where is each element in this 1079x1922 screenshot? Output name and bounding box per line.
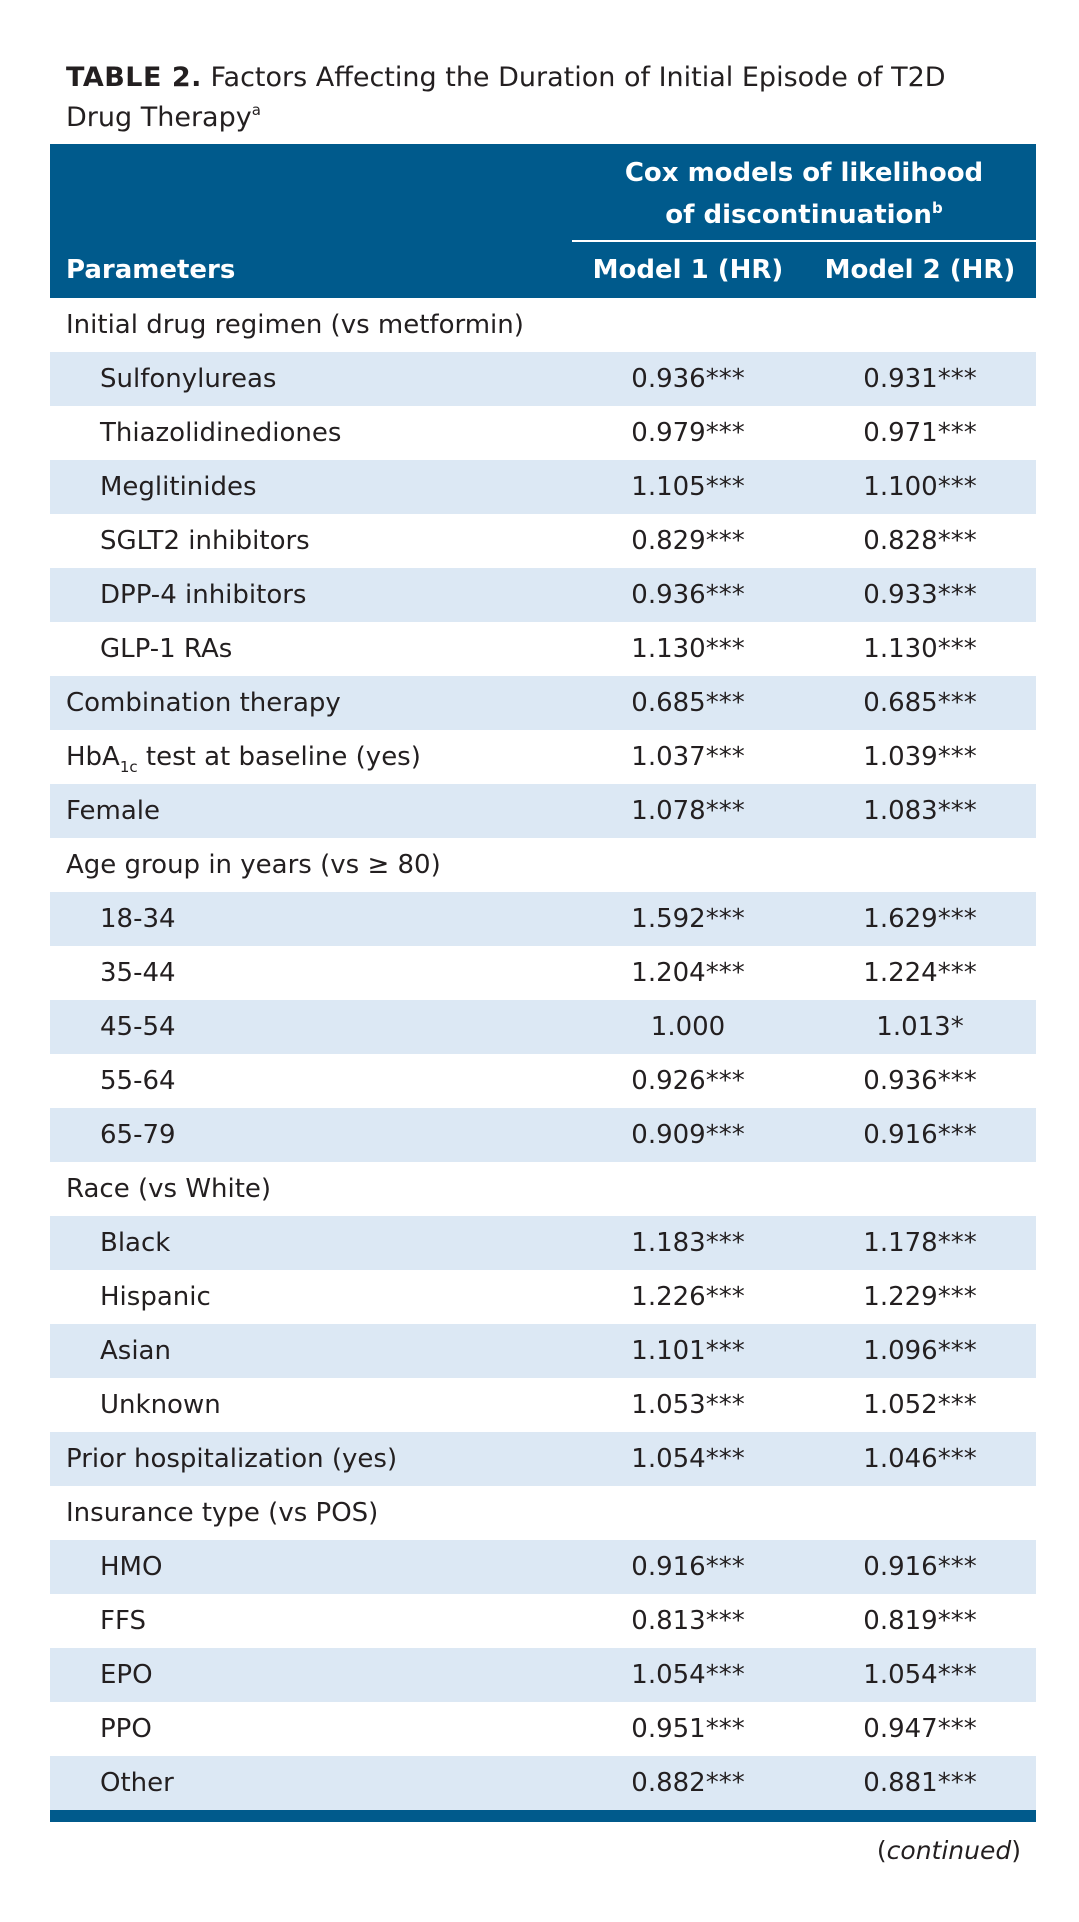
model1-value: 0.916*** (631, 1552, 745, 1582)
model2-value: 1.013* (876, 1012, 964, 1042)
parameter-cell: GLP-1 RAs (100, 634, 233, 664)
model2-value: 1.046*** (863, 1444, 977, 1474)
table-row (50, 1594, 1036, 1648)
model1-value: 1.183*** (631, 1228, 745, 1258)
continued-note (877, 1836, 1021, 1865)
model1-value: 0.685*** (631, 688, 745, 718)
model1-value: 0.936*** (631, 580, 745, 610)
model1-value: 1.130*** (631, 634, 745, 664)
table-row (50, 838, 1036, 892)
table-bottom-rule (50, 1810, 1036, 1822)
parameter-cell: 18-34 (100, 904, 176, 934)
parameter-cell: Other (100, 1768, 174, 1798)
model1-value: 1.226*** (631, 1282, 745, 1312)
parameter-cell: Female (66, 796, 161, 826)
model1-value: 1.204*** (631, 958, 745, 988)
parameter-cell: 55-64 (100, 1066, 176, 1096)
model2-value: 1.130*** (863, 634, 977, 664)
data-table (50, 144, 1036, 1822)
parameter-cell: Unknown (100, 1390, 221, 1420)
model1-value: 0.951*** (631, 1714, 745, 1744)
model2-value: 0.916*** (863, 1120, 977, 1150)
continued-text: continued (886, 1836, 1012, 1865)
parameter-cell: 65-79 (100, 1120, 176, 1150)
group-header-line2-text: of discontinuation (665, 200, 932, 230)
parameter-text: HbA (66, 742, 120, 772)
parameter-cell: SGLT2 inhibitors (100, 526, 310, 556)
parameter-cell: Race (vs White) (66, 1174, 272, 1204)
model1-value: 1.054*** (631, 1660, 745, 1690)
table-row (50, 1432, 1036, 1486)
parameter-cell: DPP-4 inhibitors (100, 580, 307, 610)
table-row (50, 1000, 1036, 1054)
table-row (50, 676, 1036, 730)
model2-value: 0.931*** (863, 364, 977, 394)
model2-value: 0.819*** (863, 1606, 977, 1636)
table-row (50, 1540, 1036, 1594)
parameter-cell: Prior hospitalization (yes) (66, 1444, 398, 1474)
table-row (50, 784, 1036, 838)
table-row (50, 1648, 1036, 1702)
table-row (50, 1162, 1036, 1216)
parameter-cell: Hispanic (100, 1282, 211, 1312)
continued-close: ) (1011, 1836, 1021, 1865)
parameter-cell: Black (100, 1228, 171, 1258)
table-row (50, 1378, 1036, 1432)
parameter-cell: Asian (100, 1336, 171, 1366)
table-row (50, 352, 1036, 406)
model2-value: 1.054*** (863, 1660, 977, 1690)
group-header-line2 (572, 194, 1036, 236)
model2-value: 1.229*** (863, 1282, 977, 1312)
parameter-cell: Initial drug regimen (vs metformin) (66, 310, 524, 340)
table-row (50, 1702, 1036, 1756)
table-row (50, 1054, 1036, 1108)
model2-value: 0.828*** (863, 526, 977, 556)
table-label: TABLE 2. (66, 62, 202, 93)
table-header (50, 144, 1036, 298)
parameter-text: test at baseline (yes) (137, 742, 421, 772)
parameter-cell: Combination therapy (66, 688, 341, 718)
column-header-model2: Model 2 (HR) (824, 255, 1016, 285)
parameter-cell: 45-54 (100, 1012, 176, 1042)
model2-value: 1.224*** (863, 958, 977, 988)
parameter-cell: Thiazolidinediones (100, 418, 342, 448)
parameter-cell: 35-44 (100, 958, 176, 988)
model2-value: 0.916*** (863, 1552, 977, 1582)
model1-value: 1.054*** (631, 1444, 745, 1474)
table-row (50, 460, 1036, 514)
column-header-model1: Model 1 (HR) (592, 255, 784, 285)
table-title: Factors Affecting the Duration of Initial Episode of T2D Drug Therapy (66, 62, 946, 133)
column-group-header (572, 152, 1036, 236)
model2-value: 1.629*** (863, 904, 977, 934)
model1-value: 0.979*** (631, 418, 745, 448)
table-row (50, 1324, 1036, 1378)
parameter-cell: Insurance type (vs POS) (66, 1498, 379, 1528)
parameter-cell: Age group in years (vs ≥ 80) (66, 850, 441, 880)
parameter-cell: FFS (100, 1606, 146, 1636)
model1-value: 1.078*** (631, 796, 745, 826)
model2-value: 1.039*** (863, 742, 977, 772)
header-divider (572, 240, 1036, 242)
continued-open: ( (876, 1836, 887, 1865)
model2-value: 0.936*** (863, 1066, 977, 1096)
model2-value: 0.933*** (863, 580, 977, 610)
model1-value: 1.592*** (631, 904, 745, 934)
model1-value: 0.882*** (631, 1768, 745, 1798)
model2-value: 0.881*** (863, 1768, 977, 1798)
model2-value: 1.096*** (863, 1336, 977, 1366)
table-row (50, 1270, 1036, 1324)
model2-value: 1.100*** (863, 472, 977, 502)
table-row (50, 298, 1036, 352)
parameter-cell: Sulfonylureas (100, 364, 277, 394)
table-row (50, 730, 1036, 784)
table-row (50, 514, 1036, 568)
table-row (50, 622, 1036, 676)
parameter-cell: HMO (100, 1552, 163, 1582)
model1-value: 1.037*** (631, 742, 745, 772)
parameter-cell: Meglitinides (100, 472, 257, 502)
model2-value: 1.178*** (863, 1228, 977, 1258)
parameter-cell: PPO (100, 1714, 152, 1744)
group-header-line1: Cox models of likelihood (624, 158, 984, 188)
model2-value: 0.685*** (863, 688, 977, 718)
table-row (50, 568, 1036, 622)
model1-value: 0.813*** (631, 1606, 745, 1636)
caption-footnote-mark: a (251, 101, 261, 119)
table-row (50, 892, 1036, 946)
parameter-subscript: 1c (119, 758, 138, 776)
table-row (50, 1108, 1036, 1162)
table-row (50, 406, 1036, 460)
model1-value: 0.936*** (631, 364, 745, 394)
model1-value: 0.909*** (631, 1120, 745, 1150)
table-row (50, 946, 1036, 1000)
model1-value: 0.926*** (631, 1066, 745, 1096)
model2-value: 1.083*** (863, 796, 977, 826)
model1-value: 1.101*** (631, 1336, 745, 1366)
parameter-cell: EPO (100, 1660, 153, 1690)
table-caption (66, 58, 966, 138)
model1-value: 1.105*** (631, 472, 745, 502)
group-footnote-mark: b (931, 199, 943, 217)
model2-value: 1.052*** (863, 1390, 977, 1420)
model2-value: 0.971*** (863, 418, 977, 448)
table-row (50, 1486, 1036, 1540)
model2-value: 0.947*** (863, 1714, 977, 1744)
table-row (50, 1756, 1036, 1810)
table-body (50, 298, 1036, 1810)
model1-value: 0.829*** (631, 526, 745, 556)
column-header-parameters: Parameters (66, 255, 236, 285)
model1-value: 1.000 (650, 1012, 726, 1042)
model1-value: 1.053*** (631, 1390, 745, 1420)
table-row (50, 1216, 1036, 1270)
parameter-cell (50, 742, 572, 776)
